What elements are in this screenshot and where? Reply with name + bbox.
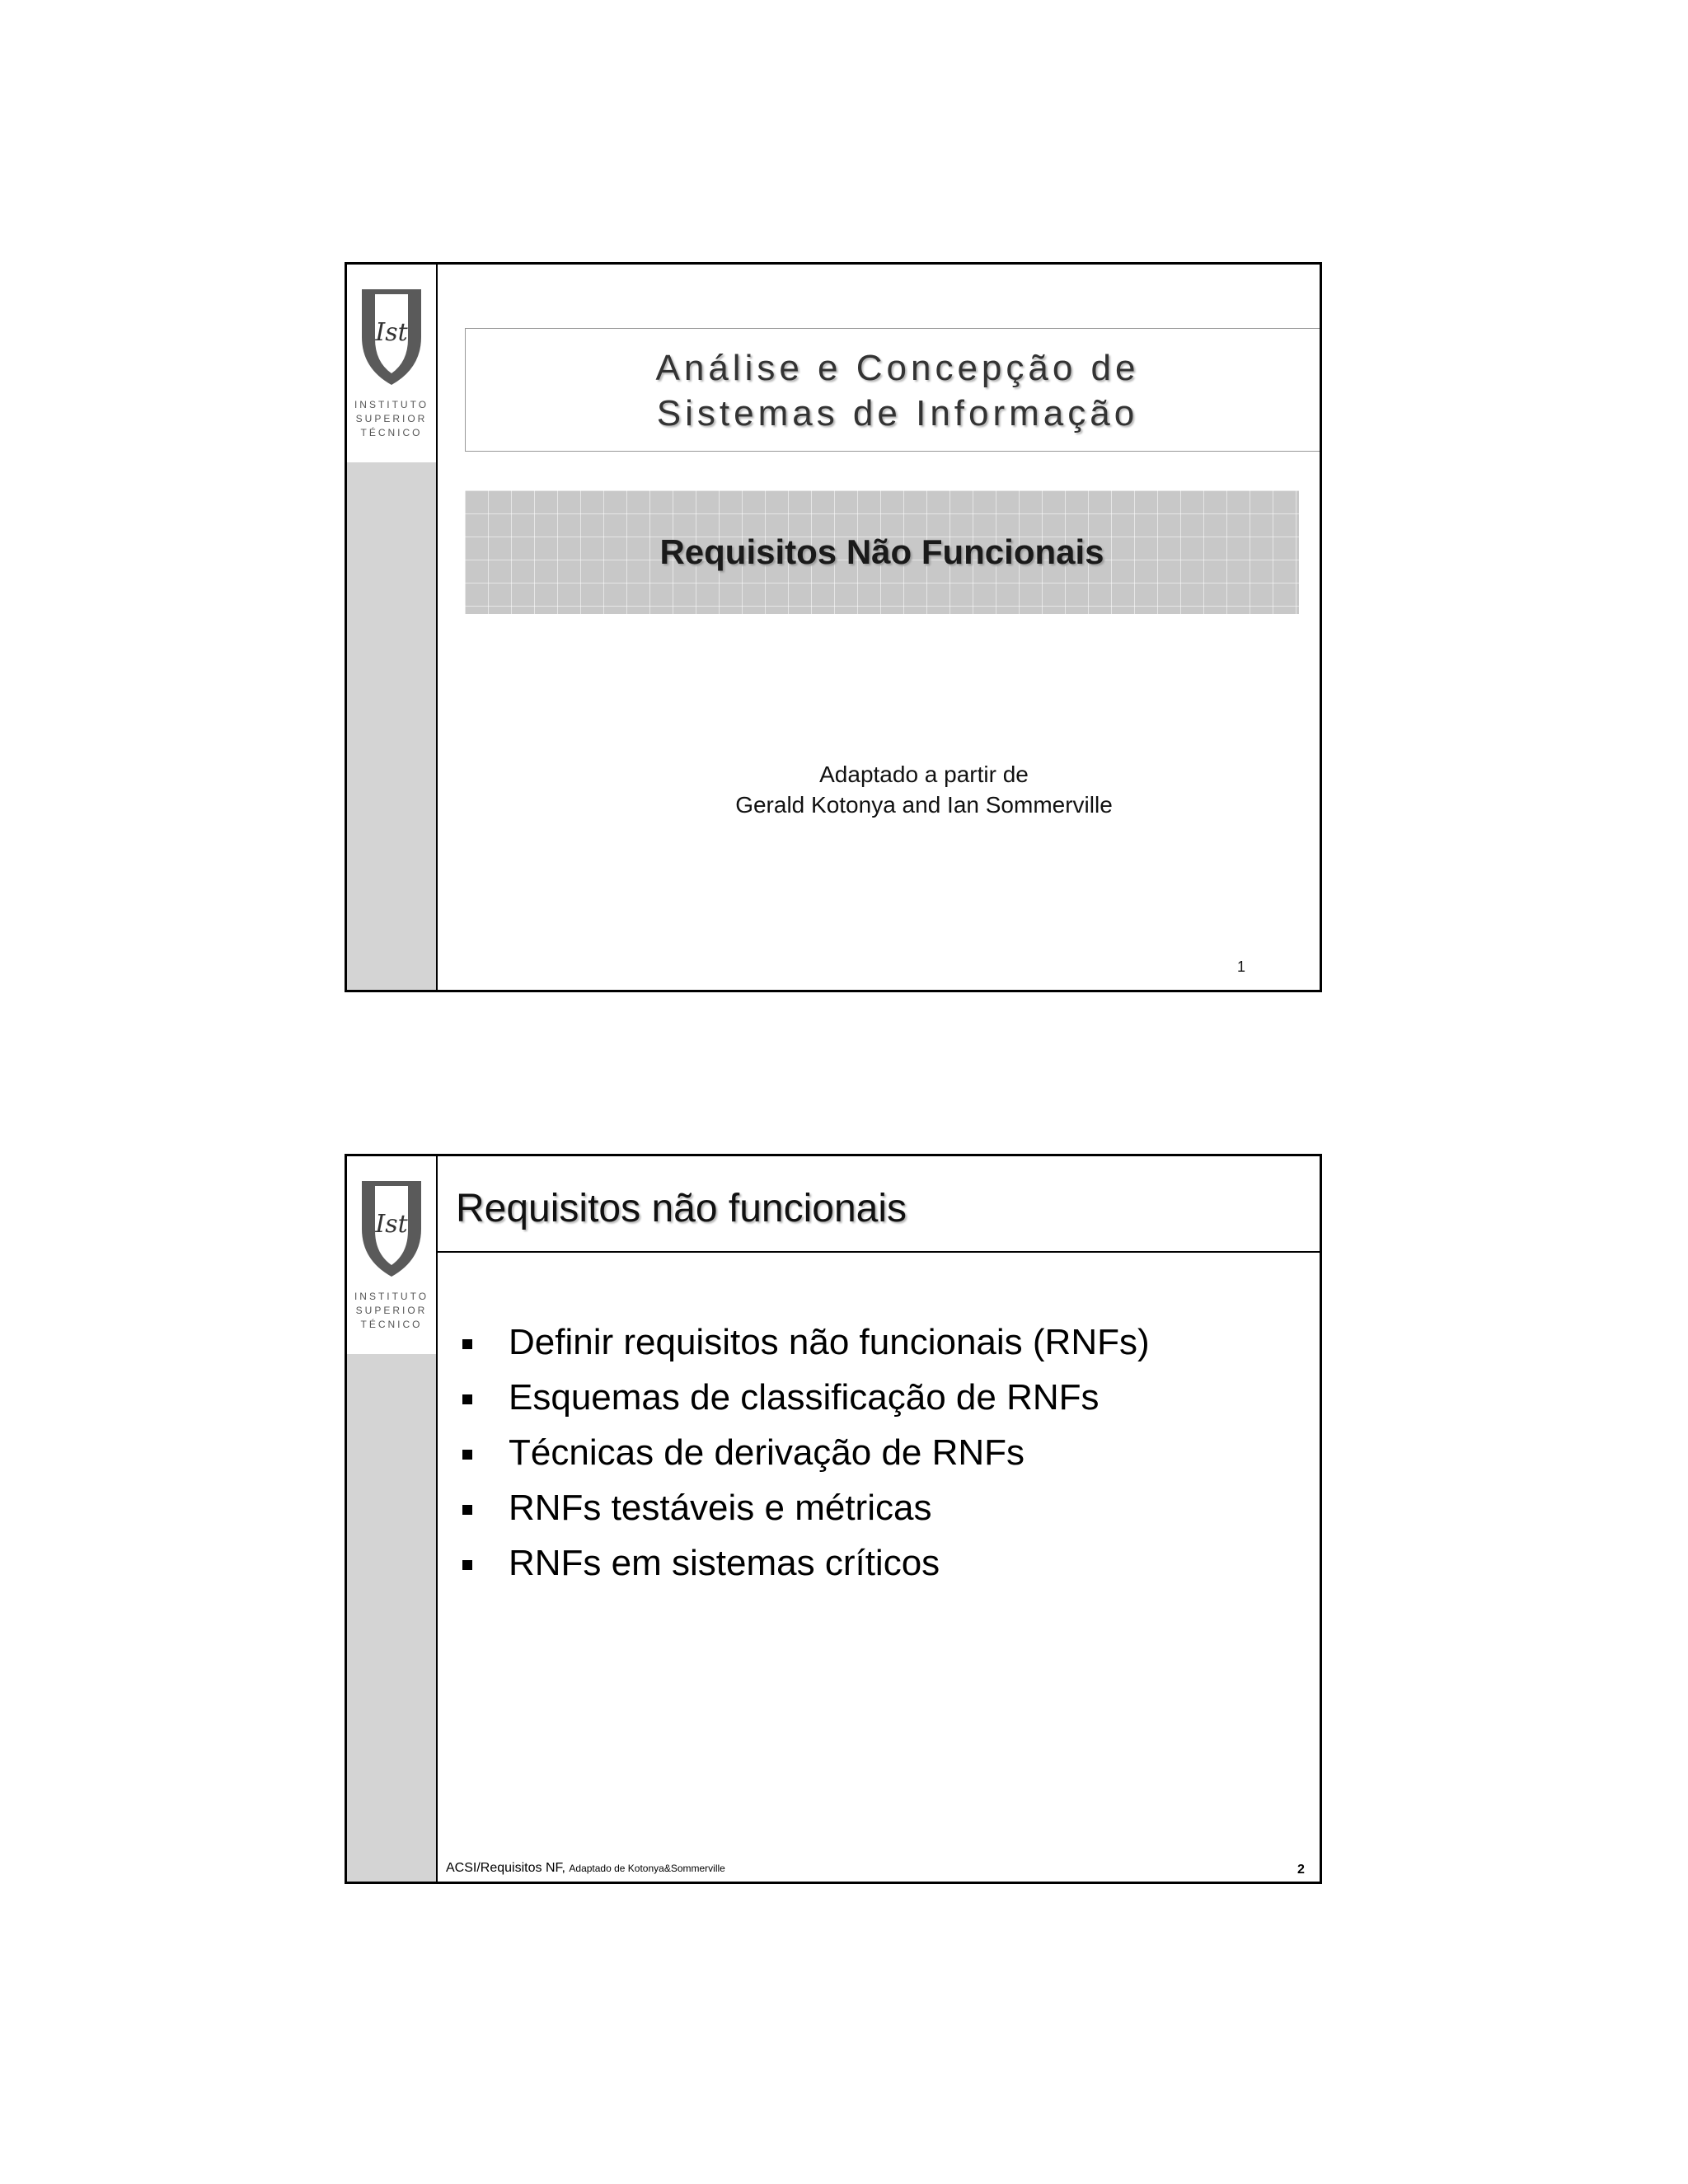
attribution-line1: Adaptado a partir de bbox=[819, 762, 1029, 787]
bullet-text: RNFs em sistemas críticos bbox=[509, 1543, 940, 1583]
slide-title: Requisitos não funcionais bbox=[456, 1187, 907, 1230]
bullet-square-icon bbox=[462, 1560, 472, 1570]
bullet-text: RNFs testáveis e métricas bbox=[509, 1488, 932, 1528]
page-number: 2 bbox=[1297, 1863, 1305, 1877]
bullet-square-icon bbox=[462, 1339, 472, 1349]
page-number: 1 bbox=[1237, 958, 1246, 975]
logo-line: SUPERIOR bbox=[355, 1305, 428, 1316]
course-title-line1: Análise e Concepção de bbox=[655, 348, 1140, 388]
course-title-line2: Sistemas de Informação bbox=[656, 393, 1139, 434]
slide-sidebar bbox=[347, 265, 438, 990]
topic-title: Requisitos Não Funcionais bbox=[659, 532, 1104, 571]
slide-footer bbox=[446, 1861, 725, 1876]
logo-line: TÉCNICO bbox=[360, 1319, 423, 1330]
footer-credit: Adaptado de Kotonya&Sommerville bbox=[569, 1863, 725, 1874]
logo-line: INSTITUTO bbox=[354, 399, 429, 410]
slide-sidebar bbox=[347, 1156, 438, 1882]
bullet-text: Definir requisitos não funcionais (RNFs) bbox=[509, 1322, 1150, 1362]
bullet-square-icon bbox=[462, 1505, 472, 1515]
svg-text:Ist: Ist bbox=[375, 318, 408, 347]
slide-2 bbox=[345, 1154, 1322, 1884]
slide-1 bbox=[345, 262, 1322, 992]
svg-text:Ist: Ist bbox=[375, 1210, 408, 1239]
footer-course: ACSI/Requisitos NF, bbox=[446, 1861, 565, 1875]
logo-line: SUPERIOR bbox=[355, 413, 428, 424]
ist-shield-icon bbox=[359, 286, 424, 388]
title-divider bbox=[438, 1251, 1320, 1253]
course-title-box bbox=[465, 328, 1322, 452]
ist-logo bbox=[347, 1156, 436, 1354]
bullet-square-icon bbox=[462, 1394, 472, 1404]
logo-line: TÉCNICO bbox=[360, 427, 423, 438]
ist-shield-icon bbox=[359, 1178, 424, 1280]
ist-logo-text bbox=[347, 398, 436, 440]
bullet-text: Técnicas de derivação de RNFs bbox=[509, 1432, 1025, 1473]
ist-logo bbox=[347, 265, 436, 462]
attribution bbox=[627, 759, 1221, 820]
attribution-line2: Gerald Kotonya and Ian Sommerville bbox=[735, 792, 1113, 818]
bullet-square-icon bbox=[462, 1450, 472, 1460]
topic-banner bbox=[465, 490, 1299, 614]
logo-line: INSTITUTO bbox=[354, 1291, 429, 1302]
ist-logo-text bbox=[347, 1290, 436, 1332]
bullet-text: Esquemas de classificação de RNFs bbox=[509, 1377, 1100, 1418]
